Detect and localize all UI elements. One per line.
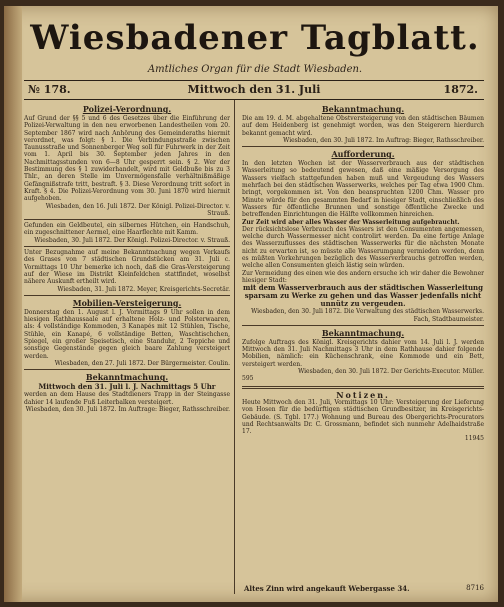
polizei-title: Polizei-Verordnung.: [82, 104, 172, 114]
bek2-title: Bekanntmachung.: [321, 327, 405, 338]
polizei-body: Auf Grund der §§ 5 und 6 des Gesetzes über die Einführung der Polizei-Verwaltung in den neu erworbenen Landestheilen vom 20. September 1867 wird nach Anhörung des Gemeinderaths hiermit verordnet, was folgt: § 1. Die Verbindungsstraße zwischen Taunusstraße und Sonnenberger Weg soll für Fuhrwerk in der Zeit vom 1. April bis 30. September jeden Jahres in den Nachmittagsstunden von 6—8 Uhr gesperrt sein. § 2. Wer der Bestimmung des § 1 zuwiderhandelt, wird mit Geldbuße bis zu 3 Thlr., an deren Stelle im Unvermögensfalle verhältnißmäßige Gefängnißstrafe tritt, bestraft. § 3. Diese Verordnung tritt sofort in Kraft. § 4. Die Polizei-Verordnung vom 30. Juni 1870 wird hiermit aufgehoben.: [24, 115, 230, 203]
issue-date: Mittwoch den 31. Juli: [187, 83, 321, 96]
divider: [24, 219, 230, 220]
divider: [242, 325, 484, 326]
column-divider: [234, 100, 235, 594]
mobilien-title: Mobilien-Versteigerung.: [72, 297, 182, 308]
right-column: [242, 102, 484, 592]
bek1-body: Die am 19. d. M. abgehaltene Obstversteigerung von den städtischen Bäumen auf dem Heidenberg ist genehmigt worden, was den Steigerern hierdurch bekannt gemacht wird.: [242, 115, 484, 137]
aufforderung-body-2: Der rücksichtslose Verbrauch des Wassers ist den Consumenten angemessen, welche durch Wassermesser nicht controlirt werden. Da eine fertige Anlage des Wasserzuflusses des städtischen Wasserwerks für die nächsten Monate nicht zu erwarten ist, so müsste alle Wasserumgang vermieden werden, denn es müßten Vorkehrungen bezüglich des Wasserverbrauchs getroffen werden, welche allen Consumenten gleich lästig sein würden.: [242, 225, 484, 270]
aufforderung-body-3: Zur Vermeidung des einen wie des andern ersuche ich wir daher die Bewohner hiesiger Stadt:: [242, 269, 484, 284]
mobilien-signature: Wiesbaden, den 27. Juli 1872. Der Bürgermeister. Coulin.: [54, 359, 230, 367]
issue-header: [24, 80, 484, 100]
bekanntmachung-lead: Mittwoch den 31. Juli l. J. Nachmittags 5 Uhr: [38, 382, 216, 392]
issue-year: 1872.: [443, 83, 478, 96]
bekanntmachung-title: Bekanntmachung.: [85, 372, 169, 383]
left-column: [24, 102, 230, 592]
gefunden-signature: Wiesbaden, 30. Juli 1872. Der Königl. Polizei-Director. v. Strauß.: [34, 236, 230, 244]
newspaper-page: [4, 6, 498, 602]
aufforderung-highlight-1: Zur Zeit wird aber alles Wasser der Wasserleitung aufgebraucht.: [242, 218, 460, 226]
notizen-body: Heute Mittwoch den 31. Juli, Vormittags 10 Uhr: Versteigerung der Lieferung von Hosen für die bedürftigen städtischen Grundbesitzer, im Kreisgerichts-Gebäude. (S. Tgbl. 177.) Wohnung und Bureau des Obergerichts-Procurators und Rechtsanwalts Dr. C. Grossmann, befindet sich nunmehr Adelhaidstraße 17.: [242, 398, 484, 436]
bek2-signature: Wiesbaden, den 30. Juli 1872. Der Gerichts-Executor. Müller.: [298, 368, 484, 376]
mobilien-body: Donnerstag den 1. August l. J. Vormittags 9 Uhr sollen in dem hiesigen Rathhaussaale auf erhaltene Holz- und Polsterwaaren, als: 4 vollständige Kommoden, 3 Kanapés mit 12 Stühlen, Tische, Stühle, ein Kanapé, 6 vollständige Betten, Waschtischchen, Spiegel, ein großer Speisetisch, eine Standuhr, 2 Teppiche und sonstige Gegenstände gegen gleich baare Zahlung versteigert werden.: [24, 308, 230, 360]
divider: [242, 386, 484, 389]
aufforderung-signature: Wiesbaden, den 30. Juli 1872. Die Verwaltung des städtischen Wasserwerks. Fach, Stadtbaumeister.: [251, 308, 484, 323]
bek2-number: 595: [242, 375, 254, 383]
notizen-number: 11945: [464, 435, 484, 443]
versteigerung-signature: Wiesbaden, 31. Juli 1872. Meyer, Kreisgerichts-Secretär.: [57, 285, 230, 293]
aufforderung-title: Aufforderung.: [331, 149, 395, 160]
versteigerung-body: Unter Bezugnahme auf meine Bekanntmachung wegen Verkaufs des Grases von 7 städtischen Grundstücken am 31. Juli c. Vormittags 10 Uhr bemerke ich noch, daß die Gras-Versteigerung auf der Wiese im Distrikt Kleinfeldchen stattfindet, woselbst nähere Auskunft ertheilt wird.: [24, 249, 230, 286]
footer-number: 8716: [466, 584, 484, 592]
footer-ad: [244, 584, 484, 593]
divider: [242, 146, 484, 147]
issue-number: № 178.: [28, 83, 71, 96]
page-binding: [4, 6, 22, 602]
bekanntmachung-signature: Wiesbaden, den 30. Juli 1872. Im Auftrage: Bieger, Rathsschreiber.: [25, 405, 230, 413]
bek1-signature: Wiesbaden, den 30. Juli 1872. Im Auftrag: Bieger, Rathsschreiber.: [283, 136, 484, 144]
masthead-subtitle: Amtliches Organ für die Stadt Wiesbaden.: [147, 64, 363, 75]
masthead-title: Wiesbadener Tagblatt.: [30, 18, 480, 58]
divider: [24, 369, 230, 370]
bek1-title: Bekanntmachung.: [321, 104, 405, 114]
aufforderung-body-1: In den letzten Wochen ist der Wasserverbrauch aus der städtischen Wasserleitung so bedeutend gewesen, daß eine mäßige Versorgung des Wassers vielfach stattgefunden haben muß und Vergeudung des Wassers mehrfach bei den städtischen Wasserwerks, welches per Tag etwa 1900 Chm. bringt, vorgekommen ist. Von den beanspruchten 1200 Chm. Wasser pro Minute würde für den gesammten Bedarf in hiesiger Stadt, einschließlich des Wassers für öffentliche Brunnen und sonstige öffentliche Zwecke und betreffenden Einrichtungen die Hälfte vollkommen hinreichen.: [242, 160, 484, 219]
bek2-body: Zufolge Auftrags des Königl. Kreisgerichts dahier vom 14. Juli l. J. werden Mittwoch den 31. Juli Nachmittags 3 Uhr in dem Rathhause dahier folgende Mobilien, nämlich: ein Küchenschrank, eine Kommode und ein Bett, versteigert werden.: [242, 338, 484, 368]
gefunden-body: Gefunden ein Geldbeutel, ein silbernes Hütchen, ein Handschuh, ein zugeschnittener Aermel, eine Haarflechte mit Kamm.: [24, 222, 230, 237]
divider: [24, 246, 230, 247]
divider: [24, 295, 230, 296]
aufforderung-highlight-2: mit dem Wasserverbrauch aus der städtischen Wasserleitung sparsam zu Werke zu gehen und das Wasser jedenfalls nicht unnütz zu vergeuden.: [242, 283, 484, 309]
footer-text: Altes Zinn wird angekauft Webergasse 34.: [244, 584, 410, 593]
notizen-title: Notizen.: [336, 389, 390, 400]
polizei-signature: Wiesbaden, den 16. Juli 1872. Der Königl. Polizei-Director. v. Strauß.: [45, 202, 230, 217]
bekanntmachung-body: werden an dem Hause des Stadtdieners Trapp in der Steingasse dahier 14 laufende Fuß Leiterbalken versteigert.: [24, 391, 230, 406]
